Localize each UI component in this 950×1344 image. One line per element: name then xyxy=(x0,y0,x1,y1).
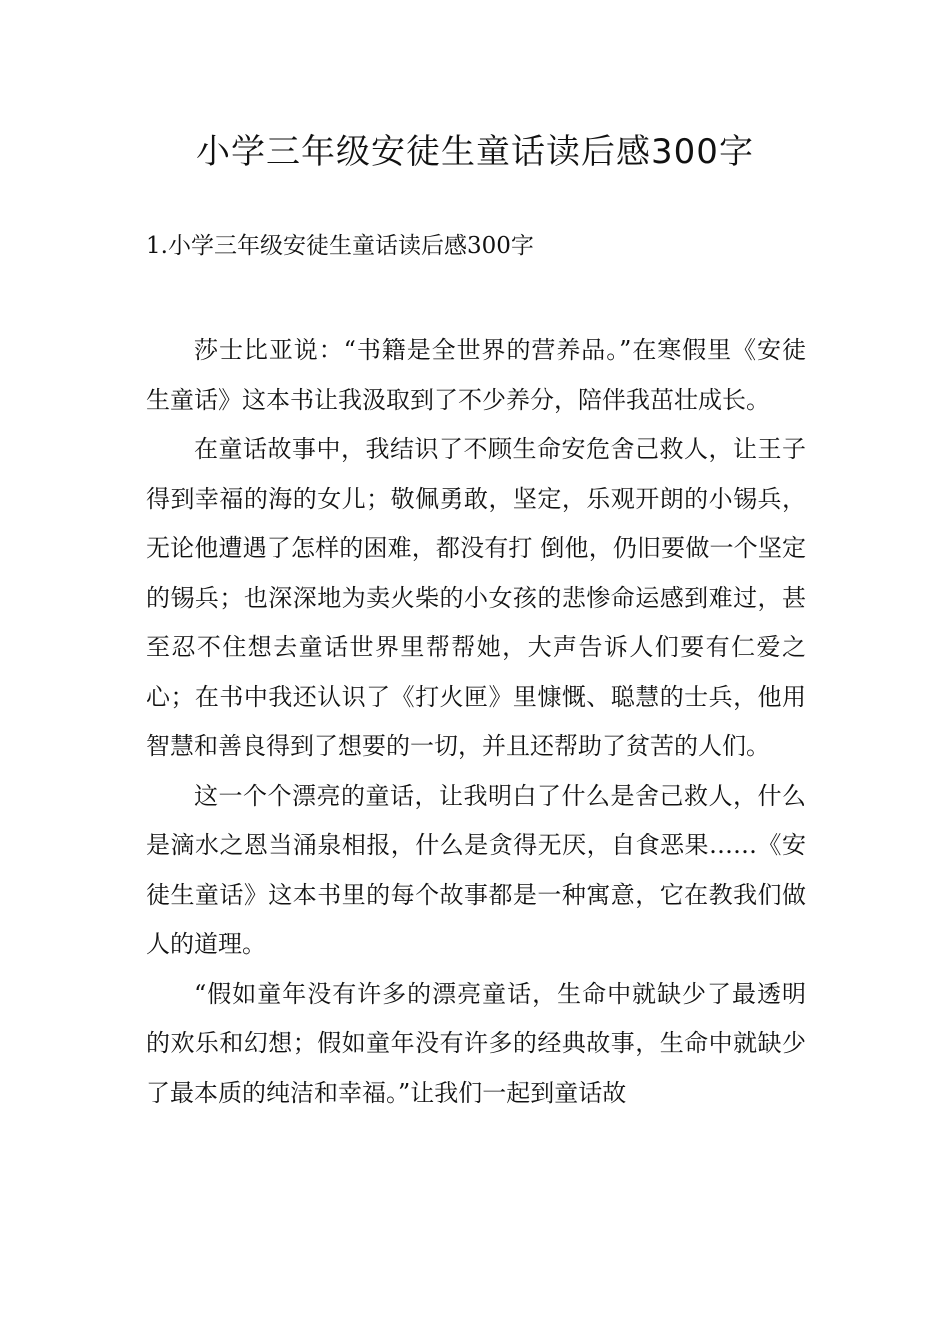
paragraph: 莎士比亚说：“书籍是全世界的营养品。”在寒假里《安徒生童话》这本书让我汲取到了不少养分，陪伴我茁壮成长。 xyxy=(146,336,806,414)
document-body xyxy=(146,326,806,1118)
paragraph: 在童话故事中，我结识了不顾生命安危舍己救人，让王子得到幸福的海的女儿；敬佩勇敢，坚定，乐观开朗的小锡兵，无论他遭遇了怎样的困难，都没有打 倒他，仍旧要做一个坚定的锡兵；也深深地为卖火柴的小女孩的悲惨命运感到难过，甚至忍不住想去童话世界里帮帮她，大声告诉人们要有仁爱之心；在书中我还认识了《打火匣》里慷慨、聪慧的士兵，他用智慧和善良得到了想要的一切，并且还帮助了贫苦的人们。 xyxy=(146,435,806,760)
section-heading: 1.小学三年级安徒生童话读后感300字 xyxy=(146,233,534,259)
document-title: 小学三年级安徒生童话读后感300字 xyxy=(196,132,754,172)
paragraph: “假如童年没有许多的漂亮童话，生命中就缺少了最透明的欢乐和幻想；假如童年没有许多的经典故事，生命中就缺少了最本质的纯洁和幸福。”让我们一起到童话故 xyxy=(146,979,806,1107)
paragraph: 这一个个漂亮的童话，让我明白了什么是舍己救人，什么是滴水之恩当涌泉相报，什么是贪得无厌，自食恶果……《安徒生童话》这本书里的每个故事都是一种寓意，它在教我们做人的道理。 xyxy=(146,781,806,958)
